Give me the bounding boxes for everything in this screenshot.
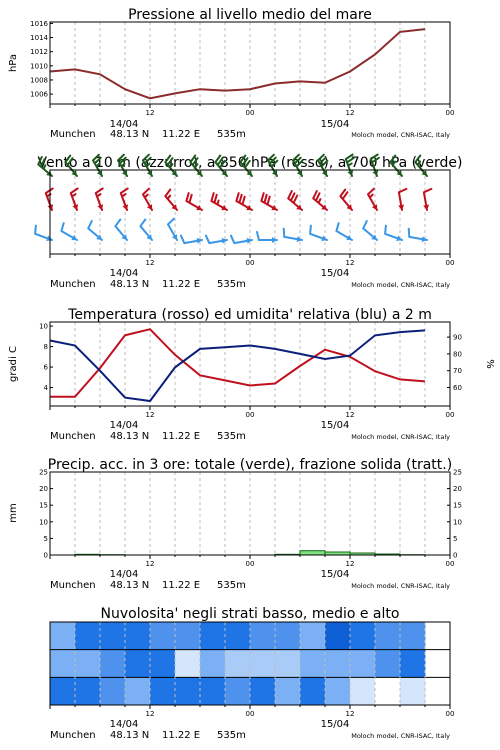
precip-right-ytick-label: 10 [453,518,462,527]
cloud-cell-alto [100,622,126,650]
wind-title: Vento a 10 m (azzurro), a 850 hPa (rosso), a 700 hPa (verde) [37,155,463,171]
clouds-xtick-label: 12 [345,710,355,718]
pressure-title: Pressione al livello medio del mare [128,7,372,23]
pressure-line [50,29,425,98]
precip-xtick-label: 12 [345,560,355,568]
wind-xtick-label: 12 [345,259,355,267]
temp-rh-xtick-label: 12 [345,411,355,419]
cloud-cell-medio [125,650,151,678]
cloud-cell-alto [175,622,201,650]
precip-right-ytick-label: 20 [453,485,462,494]
cloud-cell-basso [125,677,151,705]
precip-right-ytick-label: 0 [453,551,458,560]
cloud-cell-medio [275,650,301,678]
cloud-cell-medio [250,650,276,678]
temp-ylabel: gradi C [8,346,19,382]
pressure-ytick-label: 1008 [30,76,48,85]
cloud-cell-alto [225,622,251,650]
cloud-cell-medio [150,650,176,678]
precip-ytick-label: 15 [39,501,48,510]
pressure-location-lon: 11.22 E [162,129,201,140]
precip-ytick-label: 20 [39,485,48,494]
wind-location-elev: 535m [217,279,246,290]
cloud-cell-alto [400,622,426,650]
precip-location-lat: 48.13 N [110,580,150,591]
wind-model-credit: Moloch model, CNR-ISAC, Italy [351,281,450,289]
cloud-cell-alto [325,622,351,650]
pressure-xtick-label: 00 [445,109,455,117]
cloud-cell-alto [200,622,226,650]
precip-location-name: Munchen [50,580,96,591]
wind-date-label-2: 15/04 [320,268,350,279]
cloud-cell-basso [50,677,76,705]
precip-panel [8,457,462,591]
pressure-xtick-label: 00 [245,109,255,117]
pressure-xtick-label: 12 [145,109,155,117]
pressure-ytick-label: 1016 [30,19,48,28]
cloud-cell-basso [275,677,301,705]
wind-location-lat: 48.13 N [110,279,150,290]
precip-ytick-label: 10 [39,518,48,527]
temp-rh-xtick-label: 12 [145,411,155,419]
rh-ytick-label: 60 [453,384,462,393]
precip-model-credit: Moloch model, CNR-ISAC, Italy [351,582,450,590]
cloud-cell-alto [75,622,101,650]
cloud-cell-alto [300,622,326,650]
temp-rh-date-label-1: 14/04 [109,420,139,431]
precip-right-ytick-label: 5 [453,534,458,543]
clouds-date-label-1: 14/04 [109,719,139,730]
wind-xtick-label: 12 [145,259,155,267]
clouds-date-label-2: 15/04 [320,719,350,730]
precip-ytick-label: 0 [43,551,48,560]
precip-bar [300,551,325,555]
temp-rh-xtick-label: 00 [445,411,455,419]
precip-xtick-label: 00 [245,560,255,568]
cloud-cell-basso [175,677,201,705]
temp-rh-location-lat: 48.13 N [110,431,150,442]
cloud-cell-basso [75,677,101,705]
clouds-location-name: Munchen [50,730,96,741]
cloud-cell-medio [375,650,401,678]
cloud-cell-medio [225,650,251,678]
cloud-cell-alto [375,622,401,650]
wind-location-name: Munchen [50,279,96,290]
precip-ytick-label: 5 [43,534,48,543]
pressure-location-elev: 535m [217,129,246,140]
rh-ytick-label: 70 [453,367,462,376]
precip-xtick-label: 12 [145,560,155,568]
pressure-date-label-1: 14/04 [109,119,139,130]
cloud-cell-basso [150,677,176,705]
temp-rh-panel [8,307,495,442]
precip-location-lon: 11.22 E [162,580,201,591]
temp-rh-title: Temperatura (rosso) ed umidita' relativa (blu) a 2 m [68,307,432,323]
cloud-cell-basso [375,677,401,705]
clouds-location-lon: 11.22 E [162,730,201,741]
cloud-cell-medio [50,650,76,678]
temp-rh-xtick-label: 00 [245,411,255,419]
pressure-ytick-label: 1010 [30,62,48,71]
cloud-cell-basso [250,677,276,705]
cloud-cell-medio [75,650,101,678]
pressure-location-lat: 48.13 N [110,129,150,140]
pressure-location-name: Munchen [50,129,96,140]
cloud-cell-basso [200,677,226,705]
cloud-cell-medio [350,650,376,678]
cloud-cell-medio [325,650,351,678]
wind-location-lon: 11.22 E [162,279,201,290]
precip-date-label-2: 15/04 [320,569,350,580]
temp-ytick-label: 10 [39,322,48,331]
rh-ylabel: % [484,359,495,369]
temp-rh-location-elev: 535m [217,431,246,442]
clouds-xtick-label: 12 [145,710,155,718]
cloud-cell-medio [400,650,426,678]
cloud-cell-alto [125,622,151,650]
pressure-ytick-label: 1014 [30,34,48,43]
temp-ytick-label: 8 [43,343,48,352]
cloud-cell-alto [150,622,176,650]
cloud-cell-alto [50,622,76,650]
clouds-model-credit: Moloch model, CNR-ISAC, Italy [351,732,450,740]
cloud-cell-medio [100,650,126,678]
temp-rh-date-label-2: 15/04 [320,420,350,431]
precip-date-label-1: 14/04 [109,569,139,580]
temp-rh-location-lon: 11.22 E [162,431,201,442]
cloud-cell-medio [175,650,201,678]
precip-location-elev: 535m [217,580,246,591]
cloud-cell-basso [400,677,426,705]
temp-rh-location-name: Munchen [50,431,96,442]
pressure-panel [8,7,454,140]
wind-panel [35,155,462,291]
precip-xtick-label: 00 [445,560,455,568]
precip-right-ytick-label: 15 [453,501,462,510]
clouds-location-lat: 48.13 N [110,730,150,741]
temp-ytick-label: 6 [43,363,48,372]
wind-xtick-label: 00 [445,259,455,267]
cloud-cell-medio [200,650,226,678]
precip-ytick-label: 25 [39,468,48,477]
rh-ytick-label: 90 [453,333,462,342]
pressure-ylabel: hPa [8,53,19,73]
precip-ylabel: mm [8,503,19,523]
wind-xtick-label: 00 [245,259,255,267]
cloud-cell-basso [225,677,251,705]
clouds-location-elev: 535m [217,730,246,741]
cloud-cell-basso [350,677,376,705]
clouds-xtick-label: 00 [245,710,255,718]
cloud-cell-basso [100,677,126,705]
temp-ytick-label: 4 [43,384,48,393]
cloud-cell-alto [275,622,301,650]
cloud-cell-medio [300,650,326,678]
humidity-line [50,330,425,401]
pressure-xtick-label: 12 [345,109,355,117]
pressure-model-credit: Moloch model, CNR-ISAC, Italy [351,131,450,139]
pressure-ytick-label: 1012 [30,48,48,57]
cloud-cell-basso [300,677,326,705]
pressure-date-label-2: 15/04 [320,119,350,130]
cloud-cell-alto [350,622,376,650]
cloud-cell-basso [325,677,351,705]
pressure-ytick-label: 1006 [30,90,48,99]
cloud-cell-alto [250,622,276,650]
rh-ytick-label: 80 [453,350,462,359]
clouds-xtick-label: 00 [445,710,455,718]
precip-title: Precip. acc. in 3 ore: totale (verde), frazione solida (tratt.) [47,457,453,473]
clouds-title: Nuvolosita' negli strati basso, medio e alto [100,606,400,622]
clouds-panel [50,606,454,741]
wind-date-label-1: 14/04 [109,268,139,279]
precip-right-ytick-label: 25 [453,468,462,477]
temp-rh-model-credit: Moloch model, CNR-ISAC, Italy [351,433,450,441]
